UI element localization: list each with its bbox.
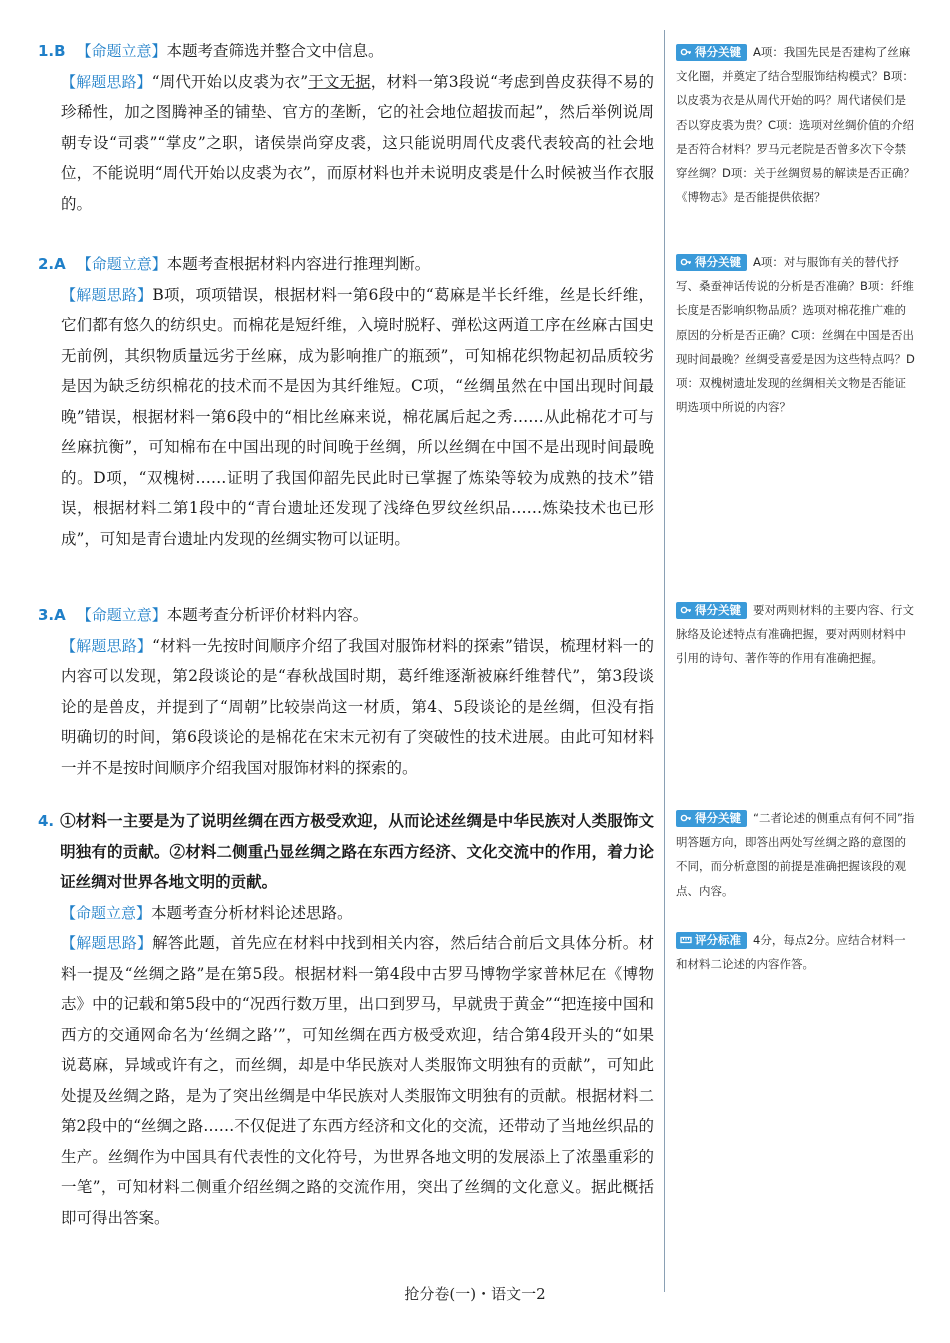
side-note-4 xyxy=(676,806,916,903)
intent-paragraph xyxy=(38,898,654,929)
question-3-header xyxy=(38,600,654,631)
side-note-text: 4分，每点2分。应结合材料一和材料二论述的内容作答。 xyxy=(676,933,906,972)
analysis-text-underlined: 于文无据 xyxy=(308,72,371,91)
side-note-2 xyxy=(676,250,916,419)
question-3 xyxy=(38,600,654,806)
question-2-header xyxy=(38,249,654,280)
intent-tag: 【命题立意】 xyxy=(76,255,167,273)
score-key-badge: 得分关键 xyxy=(676,44,747,61)
analysis-paragraph xyxy=(38,631,654,784)
question-4 xyxy=(38,806,654,1233)
question-number: 2.A xyxy=(38,255,66,273)
intent-text: 本题考查根据材料内容进行推理判断。 xyxy=(166,255,431,273)
analysis-text: “材料一先按时间顺序介绍了我国对服饰材料的探索”错误，梳理材料一的内容可以发现，第2段谈论的是“春秋战国时期，葛纤维逐渐被麻纤维替代”，第3段谈论的是兽皮，并提到了“周朝”比较崇尚这一材质，第4、5段谈论的是丝绸，但没有指明确切的时间，第6段谈论的是棉花在宋末元初有了突破性的技术进展。由此可知材料一并不是按时间顺序介绍我国对服饰材料的探索的。 xyxy=(61,636,654,777)
question-1 xyxy=(38,36,654,249)
intent-text: 本题考查分析评价材料内容。 xyxy=(166,606,369,624)
question-number: 4. xyxy=(38,812,55,830)
analysis-paragraph xyxy=(38,928,654,1233)
question-4-answer-row xyxy=(38,806,654,898)
analysis-tag: 【解题思路】 xyxy=(61,934,153,952)
analysis-text-a: “周代开始以皮裘为衣” xyxy=(151,72,309,91)
key-icon xyxy=(680,256,692,268)
side-note-text: 要对两则材料的主要内容、行文脉络及论述特点有准确把握，要对两则材料中引用的诗句、著作等的作用有准确把握。 xyxy=(676,603,914,666)
side-note-text: A项：我国先民是否建构了丝麻文化圈，并奠定了结合型服饰结构模式？B项：以皮裘为衣是从周代开始的吗？周代诸侯们是否以穿皮裘为贵？C项：选项对丝绸价值的介绍是否符合材料？罗马元老院是否曾多次下令禁穿丝绸？D项：关于丝绸贸易的解读是否正确？《博物志》是否能提供依据？ xyxy=(676,45,915,205)
score-key-badge: 得分关键 xyxy=(676,810,747,827)
key-icon xyxy=(680,604,692,616)
key-icon xyxy=(680,46,692,58)
side-note-3 xyxy=(676,598,916,671)
intent-tag: 【命题立意】 xyxy=(76,42,167,60)
analysis-paragraph xyxy=(38,280,654,555)
side-note-1 xyxy=(676,40,916,209)
side-note-text: “二者论述的侧重点有何不同”指明答题方向，即答出两处写丝绸之路的意图的不同，而分析意图的前提是准确把握该段的观点、内容。 xyxy=(676,811,915,898)
analysis-tag: 【解题思路】 xyxy=(61,636,153,655)
intent-text: 本题考查筛选并整合文中信息。 xyxy=(166,42,384,60)
analysis-text: B项，项项错误，根据材料一第6段中的“葛麻是半长纤维，丝是长纤维，它们都有悠久的纺织史。而棉花是短纤维，入境时脱籽、弹松这两道工序在丝麻古国史无前例，其织物质量远劣于丝麻，成为影响推广的瓶颈”，可知棉花织物起初品质较劣是因为缺乏纺织棉花的技术而不是因为其纤维短。C项，“丝绸虽然在中国出现时间最晚”错误，根据材料一第6段中的“相比丝麻来说，棉花属后起之秀……从此棉花才可与丝麻抗衡”，可知棉布在中国出现的时间晚于丝绸，所以丝绸在中国不是出现时间最晚的。D项，“双槐树……证明了我国仰韶先民此时已掌握了炼染等较为成熟的技术”错误，根据材料二第1段中的“青台遗址还发现了浅绛色罗纹丝织品……炼染技术也已形成”，可知是青台遗址内发现的丝绸实物可以证明。 xyxy=(61,285,654,548)
scoring-standard-badge: 评分标准 xyxy=(676,932,747,949)
analysis-tag: 【解题思路】 xyxy=(61,72,152,91)
question-1-header xyxy=(38,36,654,67)
answer-column xyxy=(38,36,654,1233)
side-note-5 xyxy=(676,928,916,976)
page-footer: 抢分卷(一)・语文一2 xyxy=(404,1285,546,1303)
question-number: 3.A xyxy=(38,606,66,624)
analysis-tag: 【解题思路】 xyxy=(61,285,153,304)
intent-text: 本题考查分析材料论述思路。 xyxy=(151,903,353,922)
side-note-text: A项：对与服饰有关的替代抒写、桑蚕神话传说的分析是否准确？B项：纤维长度是否影响织物品质？选项对棉花推广难的原因的分析是否正确？C项：丝绸在中国是否出现时间最晚？丝绸受喜爱是因为这些特点吗？D项：双槐树遗址发现的丝绸相关文物是否能证明选项中所说的内容？ xyxy=(676,255,915,415)
key-icon xyxy=(680,812,692,824)
score-key-badge: 得分关键 xyxy=(676,602,747,619)
intent-tag: 【命题立意】 xyxy=(76,606,167,624)
intent-tag: 【命题立意】 xyxy=(61,903,152,922)
analysis-text-c: ，材料一第3段说“考虑到兽皮获得不易的珍稀性，加之图腾神圣的铺垫、官方的垄断，它的社会地位超拔而起”，然后举例说周朝专设“司裘”“掌皮”之职，诸侯崇尚穿皮裘，这只能说明周代皮裘代表较高的社会地位，不能说明“周代开始以皮裘为衣”，而原材料也并未说明皮裘是什么时候被当作衣服的。 xyxy=(61,72,654,213)
analysis-paragraph xyxy=(38,67,654,220)
column-divider xyxy=(664,30,665,1292)
score-key-badge: 得分关键 xyxy=(676,254,747,271)
analysis-text: 解答此题，首先应在材料中找到相关内容，然后结合前后文具体分析。材料一提及“丝绸之路”是在第5段。根据材料一第4段中古罗马博物学家普林尼在《博物志》中的记载和第5段中的“况西行数万里，出口到罗马，早就贵于黄金”“把连接中国和西方的交通网命名为‘丝绸之路’”，可知丝绸在西方极受欢迎，结合第4段开头的“如果说葛麻，异域或许有之，而丝绸，却是中华民族对人类服饰文明独有的贡献”，可知此处提及丝绸之路，是为了突出丝绸是中华民族对人类服饰文明独有的贡献。根据材料二第2段中的“丝绸之路……不仅促进了东西方经济和文化的交流，还带动了当地丝织品的生产。丝绸作为中国具有代表性的文化符号，为世界各地文明的发展添上了浓墨重彩的一笔”，可知材料二侧重介绍丝绸之路的交流作用，突出了丝绸的文化意义。据此概括即可得出答案。 xyxy=(61,934,654,1227)
question-number: 1.B xyxy=(38,42,66,60)
answer-text: ①材料一主要是为了说明丝绸在西方极受欢迎，从而论述丝绸是中华民族对人类服饰文明独有的贡献。②材料二侧重凸显丝绸之路在东西方经济、文化交流中的作用，着力论证丝绸对世界各地文明的贡献。 xyxy=(60,811,654,891)
ruler-icon xyxy=(680,934,692,946)
question-2 xyxy=(38,249,654,600)
